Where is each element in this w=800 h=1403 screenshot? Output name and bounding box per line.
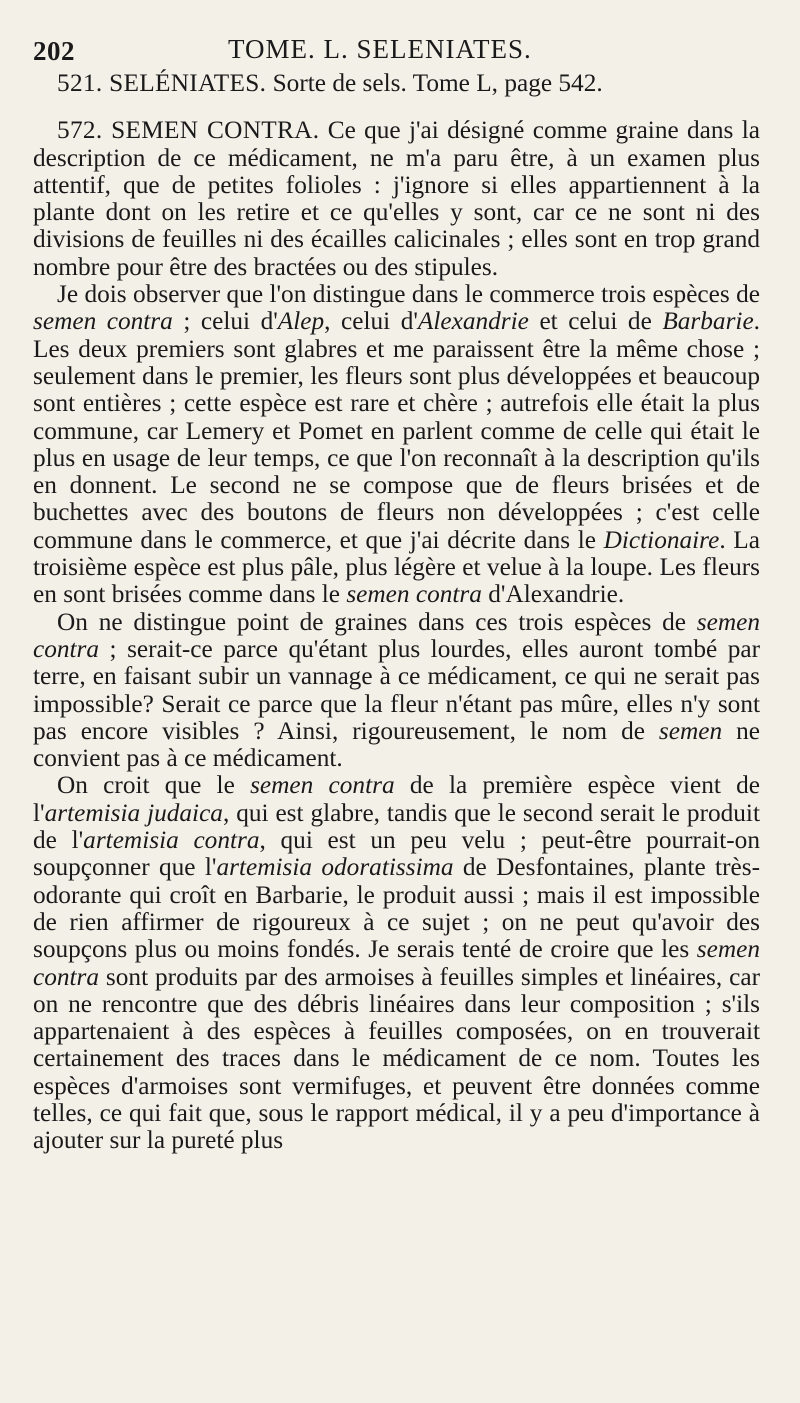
body-text [33, 70, 760, 1155]
text-run: sont produits par des armoises à feuilles simples et linéaires, car on ne rencontre que des débris linéaires dans leur composition ; s'ils appartenaient à des espèces à feuilles composées, on en trouverait certainement des traces dans le médicament de ce nom. Toutes les espèces d'armoises sont vermifuges, et peuvent être données comme telles, ce qui fait que, sous le rapport médical, il y a peu d'importance à ajouter sur la pureté plus [33, 962, 760, 1155]
italic-run: Alep [277, 307, 325, 336]
entry-521-text: Sorte de sels. Tome L, page 542. [272, 69, 603, 97]
text-run: d'Alexandrie. [481, 580, 625, 609]
text-run: ; serait-ce parce qu'étant plus lourdes, elles auront tombé par terre, en faisant subir un vannage à ce médicament, ce qui ne serait pas impossible? Serait ce parce que la fleur n'étant pas mûre, elles n'y sont pas encore visibles ? Ainsi, rigoureusement, le nom de [33, 634, 760, 745]
entry-572-paragraph-4 [33, 772, 760, 1154]
italic-run: semen contra [346, 580, 482, 609]
entry-572-headword: 572. SEMEN CONTRA. [57, 116, 320, 145]
entry-572-paragraph-2 [33, 281, 760, 609]
entry-521 [33, 70, 760, 97]
running-title: TOME. L. SELENIATES. [228, 34, 532, 64]
text-run: , qui est un peu velu ; peut-être pourrait-on soupçonner que l' [33, 826, 760, 882]
entry-521-headword: 521. SELÉNIATES. [57, 69, 267, 97]
text-run: de Desfontaines, plante très-odorante qui croît en Barbarie, le produit aussi ; mais il est impossible de rien affirmer de rigoureux à ce sujet ; on ne peut qu'avoir des soupçons plus ou moins fondés. Je serais tenté de croire que les [33, 853, 760, 964]
italic-run: semen [658, 716, 723, 745]
text-run: . Les deux premiers sont glabres et me paraissent être la même chose ; seulement dans le premier, les fleurs sont plus développées et beaucoup sont entières ; cette espèce est rare et chère ; autrefois elle était la plus commune, car Lemery et Pomet en parlent comme de celle qui était le plus en usage de leur temps, ce que l'on reconnaît à la description qu'ils en donnent. Le second ne se compose que de fleurs brisées et de buchettes avec des boutons de fleurs non développées ; c'est celle commune dans le commerce, et que j'ai décrite dans le [33, 307, 760, 554]
italic-run: artemisia judaica [44, 798, 223, 827]
entry-572-paragraph-3 [33, 609, 760, 773]
italic-run: semen contra [33, 307, 173, 336]
italic-run: artemisia odoratissima [216, 853, 454, 882]
text-run: . La troisième espèce est plus pâle, plus légère et velue à la loupe. Les fleurs en sont brisées comme dans le [33, 525, 760, 609]
entry-572-paragraph-1 [33, 117, 760, 281]
text-run: , qui est glabre, tandis que le second serait le produit de l' [33, 798, 760, 855]
italic-run: artemisia contra [83, 826, 260, 855]
italic-run: semen contra [33, 935, 760, 991]
running-head [33, 30, 760, 70]
italic-run: Alexandrie [417, 307, 529, 336]
text-run: ; celui d' [172, 307, 278, 336]
text-run: de la première espèce vient de l' [33, 771, 761, 827]
text-run: , celui d' [324, 307, 418, 336]
italic-run: Barbarie [662, 307, 754, 336]
italic-run: semen contra [33, 607, 760, 663]
page-number: 202 [33, 36, 75, 66]
italic-run: semen contra [250, 771, 395, 800]
text-run: ne convient pas à ce médicament. [33, 716, 760, 773]
text-run: On ne distingue point de graines dans ces trois espèces de [57, 607, 697, 636]
text-run: On croit que le [57, 771, 251, 800]
text-run: et celui de [528, 307, 663, 336]
text-run: Je dois observer que l'on distingue dans le commerce trois espèces de [57, 280, 760, 309]
entry-572-p1-text: Ce que j'ai désigné comme graine dans la description de ce médicament, ne m'a paru être, à un examen plus attentif, que de petites folioles : j'ignore si elles appartiennent à la plante dont on les retire et ce qu'elles y sont, car ce ne sont ni des divisions de feuilles ni des écailles calicinales ; elles sont en trop grand nombre pour être des bractées ou des stipules. [33, 116, 760, 281]
italic-run: Dictionaire [603, 525, 720, 554]
